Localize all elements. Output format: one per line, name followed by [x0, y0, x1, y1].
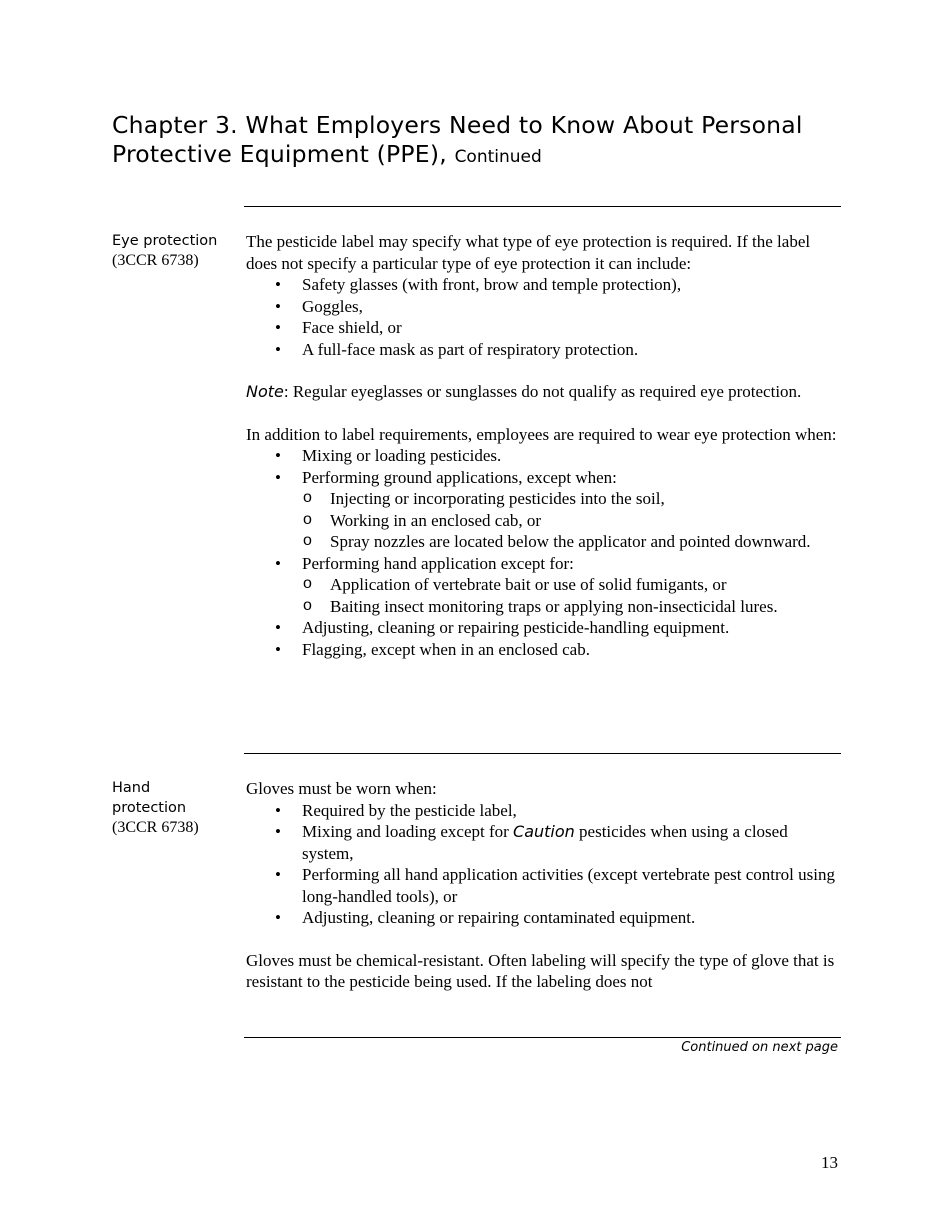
- section-divider-bottom: [244, 1037, 841, 1038]
- list-item-text: Mixing and loading except for: [302, 822, 514, 841]
- list-item: • Performing all hand application activities (except vertebrate pest control using long-handled tools), or: [246, 864, 838, 907]
- list-item: • A full-face mask as part of respiratory protection.: [246, 339, 838, 361]
- list-item: • Flagging, except when in an enclosed cab.: [246, 639, 838, 661]
- list-item: • Face shield, or: [246, 317, 838, 339]
- eye-intro: The pesticide label may specify what type of eye protection is required. If the label does not specify a particular type of eye protection it can include:: [246, 232, 811, 273]
- chapter-title: Chapter 3. What Employers Need to Know About Personal Protective Equipment (PPE),: [112, 111, 803, 168]
- sub-list-item: o Working in an enclosed cab, or: [302, 510, 838, 532]
- hand-protection-heading-block: [112, 778, 237, 838]
- eye-note: [246, 381, 838, 403]
- eye-types-list: [246, 274, 838, 360]
- list-item: • Required by the pesticide label,: [246, 800, 838, 822]
- list-item: [246, 553, 838, 618]
- continued-on-next-page: Continued on next page: [681, 1040, 838, 1055]
- caution-word: Caution: [513, 822, 575, 841]
- list-item: • Mixing or loading pesticides.: [246, 445, 838, 467]
- list-item: • Adjusting, cleaning or repairing contaminated equipment.: [246, 907, 838, 929]
- page-number: 13: [821, 1153, 838, 1172]
- hand-protection-heading-line2: protection: [112, 800, 187, 816]
- eye-protection-body: [246, 231, 838, 660]
- list-item-text: pesticides when using a closed system,: [302, 822, 788, 863]
- continued-label: Continued: [454, 147, 542, 167]
- sub-list-item: o Spray nozzles are located below the applicator and pointed downward.: [302, 531, 838, 553]
- hand-protection-heading-line1: Hand: [112, 780, 151, 796]
- sub-list-item: o Injecting or incorporating pesticides into the soil,: [302, 488, 838, 510]
- section-divider-middle: [244, 753, 841, 754]
- eye-addition: In addition to label requirements, employees are required to wear eye protection when:: [246, 424, 837, 444]
- list-item: • Goggles,: [246, 296, 838, 318]
- list-item: • Adjusting, cleaning or repairing pesticide-handling equipment.: [246, 617, 838, 639]
- sub-list-item: o Baiting insect monitoring traps or applying non-insecticidal lures.: [302, 596, 838, 618]
- hand-protection-body: [246, 778, 838, 993]
- list-item-text: Performing ground applications, except when:: [302, 467, 617, 487]
- list-item-text: Performing hand application except for:: [302, 553, 574, 573]
- eye-protection-heading-block: [112, 231, 237, 271]
- gloves-paragraph: Gloves must be chemical-resistant. Often labeling will specify the type of glove that is resistant to the pesticide being used. If the labeling does not: [246, 950, 835, 991]
- hand-protection-ref: (3CCR 6738): [112, 819, 199, 836]
- list-item: [246, 467, 838, 553]
- hand-exceptions-list: [302, 574, 838, 617]
- list-item: • Safety glasses (with front, brow and temple protection),: [246, 274, 838, 296]
- section-divider-top: [244, 206, 841, 207]
- hand-list: [246, 800, 838, 929]
- list-item: [246, 821, 838, 864]
- note-text: : Regular eyeglasses or sunglasses do not qualify as required eye protection.: [283, 382, 802, 401]
- eye-protection-heading: Eye protection: [112, 233, 218, 249]
- eye-protection-ref: (3CCR 6738): [112, 252, 199, 269]
- note-label: Note: [246, 382, 284, 401]
- sub-list-item: o Application of vertebrate bait or use of solid fumigants, or: [302, 574, 838, 596]
- hand-intro: Gloves must be worn when:: [246, 779, 437, 798]
- ground-exceptions-list: [302, 488, 838, 553]
- eye-when-list: [246, 445, 838, 660]
- page-title: [112, 111, 872, 172]
